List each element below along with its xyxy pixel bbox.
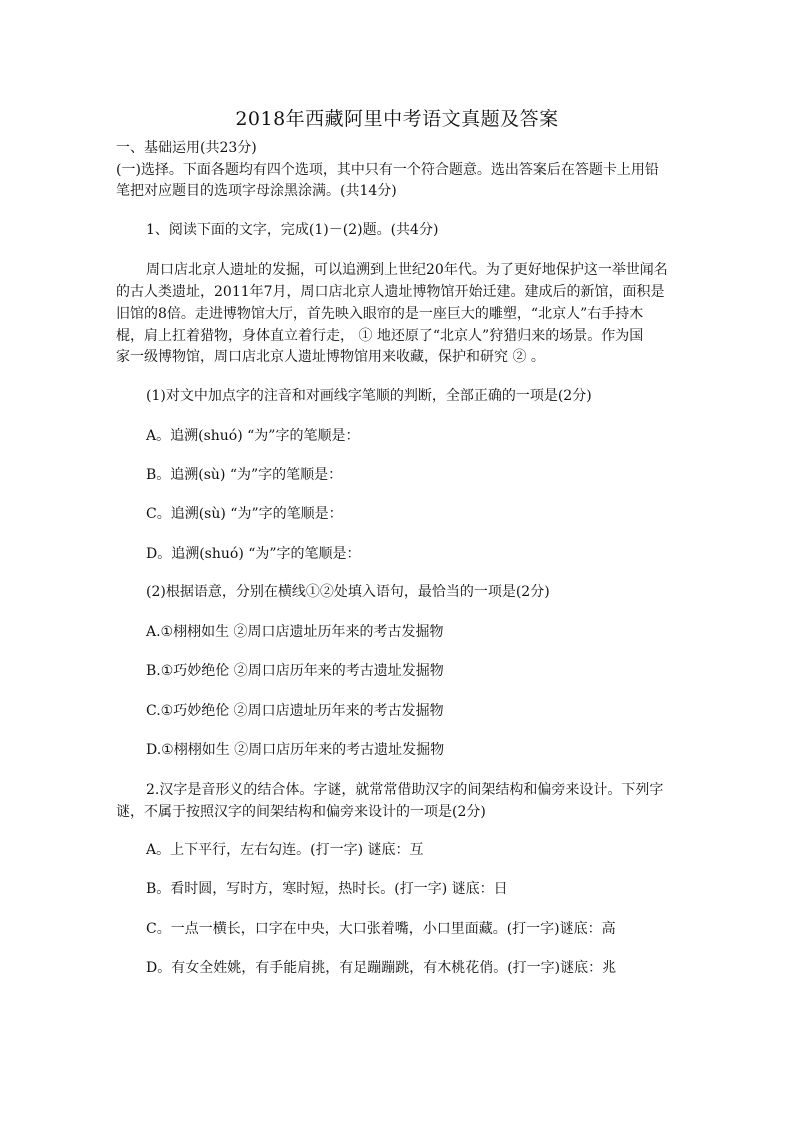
option-1-2-b: B.①巧妙绝伦 ②周口店历年来的考古遗址发掘物 bbox=[146, 663, 444, 679]
passage-line-4: 棍，肩上扛着猎物，身体直立着行走， ① 地还原了“北京人”狩猎归来的场景。作为国 bbox=[116, 328, 644, 344]
option-2-d: D。有女全姓姚，有手能肩挑，有足蹦蹦跳，有木桃花俏。(打一字)谜底：兆 bbox=[146, 960, 617, 976]
passage-line-3: 旧馆的8倍。走进博物馆大厅，首先映入眼帘的是一座巨大的雕塑，“北京人”右手持木 bbox=[116, 306, 644, 322]
question-1-1: (1)对文中加点字的注音和对画线字笔顺的判断，全部正确的一项是(2分) bbox=[146, 388, 592, 404]
question-2-line-2: 谜，不属于按照汉字的间架结构和偏旁来设计的一项是(2分) bbox=[116, 804, 486, 820]
option-1-1-d: D。追溯(shuó) “为”字的笔顺是： bbox=[146, 546, 361, 562]
intro-line-1: (一)选择。下面各题均有四个选项，其中只有一个符合题意。选出答案后在答题卡上用铅 bbox=[116, 162, 659, 178]
passage-line-1: 周口店北京人遗址的发掘，可以追溯到上世纪20年代。为了更好地保护这一举世闻名 bbox=[146, 262, 668, 278]
option-1-1-b: B。追溯(sù) “为”字的笔顺是： bbox=[146, 467, 343, 483]
question-1-2: (2)根据语意，分别在横线①②处填入语句，最恰当的一项是(2分) bbox=[146, 584, 550, 600]
passage-line-5: 家一级博物馆，周口店北京人遗址博物馆用来收藏，保护和研究 ② 。 bbox=[116, 349, 545, 365]
page-title: 2018年西藏阿里中考语文真题及答案 bbox=[235, 108, 559, 130]
option-2-b: B。看时圆，写时方，寒时短，热时长。(打一字) 谜底：日 bbox=[146, 881, 508, 897]
passage-line-2: 的古人类遗址，2011年7月，周口店北京人遗址博物馆开始迁建。建成后的新馆，面积是 bbox=[116, 284, 665, 300]
option-1-2-a: A.①栩栩如生 ②周口店遗址历年来的考古发掘物 bbox=[146, 624, 444, 640]
option-2-c: C。一点一横长，口字在中央，大口张着嘴，小口里面藏。(打一字)谜底：高 bbox=[146, 921, 616, 937]
question-1-heading: 1、阅读下面的文字，完成(1)－(2)题。(共4分) bbox=[146, 222, 439, 238]
intro-line-2: 笔把对应题目的选项字母涂黑涂满。(共14分) bbox=[116, 183, 397, 199]
option-1-2-c: C.①巧妙绝伦 ②周口店遗址历年来的考古发掘物 bbox=[146, 703, 444, 719]
section-heading: 一、基础运用(共23分) bbox=[116, 140, 257, 156]
option-1-2-d: D.①栩栩如生 ②周口店历年来的考古遗址发掘物 bbox=[146, 742, 445, 758]
option-1-1-c: C。追溯(sù) “为”字的笔顺是： bbox=[146, 506, 343, 522]
option-2-a: A。上下平行，左右勾连。(打一字) 谜底：互 bbox=[146, 842, 424, 858]
question-2-line-1: 2.汉字是音形义的结合体。字谜，就常常借助汉字的间架结构和偏旁来设计。下列字 bbox=[146, 782, 664, 798]
option-1-1-a: A。追溯(shuó) “为”字的笔顺是： bbox=[146, 428, 360, 444]
